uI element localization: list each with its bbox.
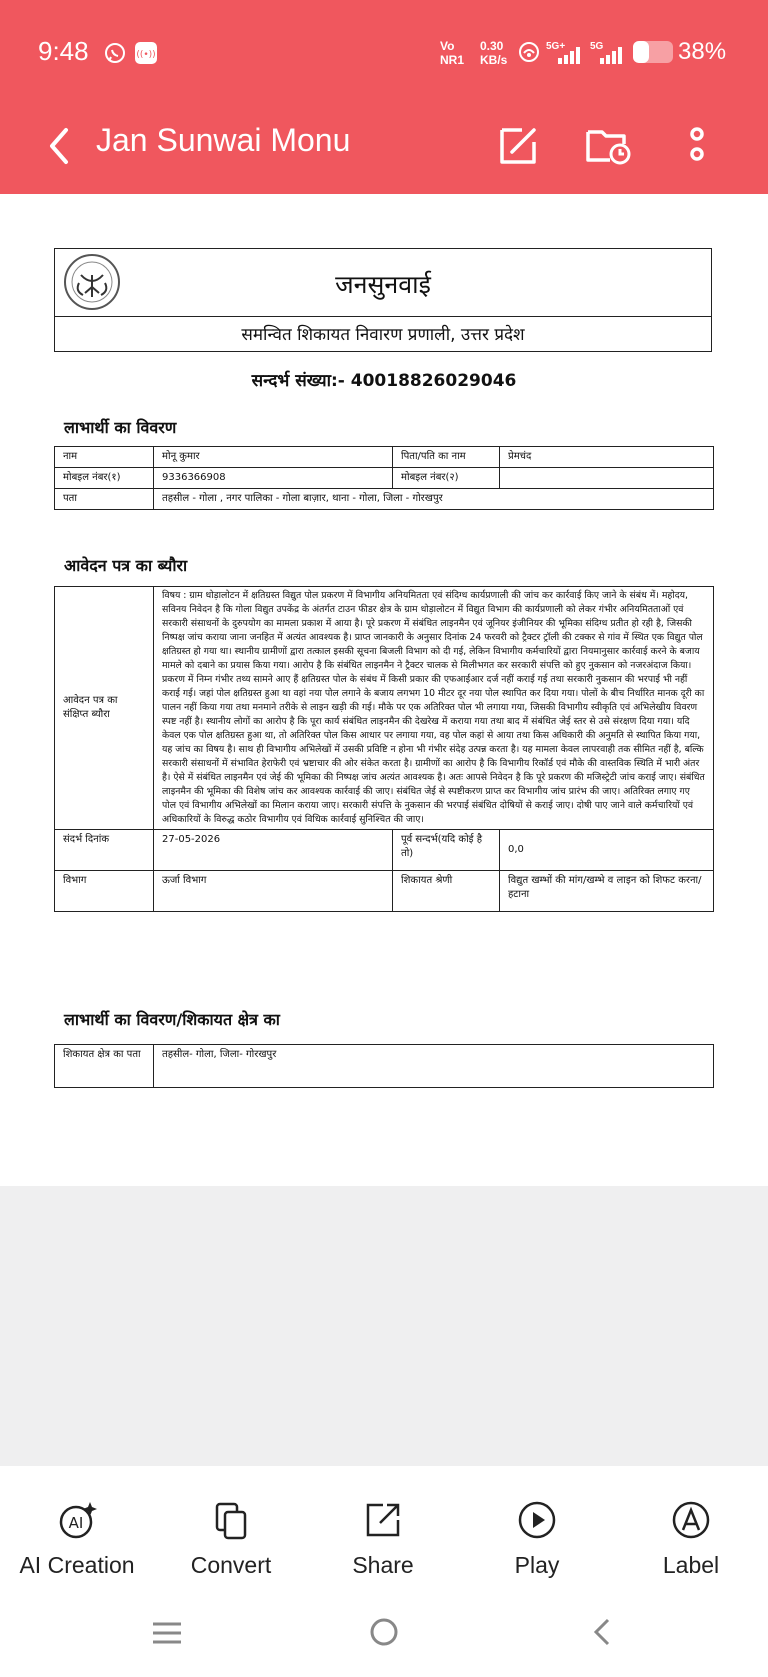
recent-apps-icon[interactable]: [150, 1620, 184, 1646]
mobile1-label: मोबइल नंबर(१): [55, 468, 154, 489]
ai-creation-icon: [57, 1500, 97, 1540]
signal1-label: 5G+: [546, 41, 566, 52]
ai-creation-label: AI Creation: [19, 1552, 135, 1578]
summary-text: विषय : ग्राम धोड़ालोटन में क्षतिग्रस्त विद्युत पोल प्रकरण में विभागीय अनियमितता एवं संदिग्ध कार्यप्रणाली की जांच कर कार्रवाई किए जाने के संबंध में। महोदय, सविनय निवेदन है कि गोला विद्युत उपकेंद्र के अंतर्गत टाउन फीडर क्षेत्र के ग्राम धोड़ालोटन में विद्युत विभाग की कार्यप्रणाली को लेकर गंभीर अनियमितताओं एवं सरकारी संसाधनों के दुरुपयोग का मामला प्रकाश में आया है। पूरे प्रकरण में संबंधित लाइनमैन एवं जूनियर इंजीनियर की भूमिका संदिग्ध प्रतीत हो रही है, जिसकी निष्पक्ष जांच कराया जाना जनहित में अत्यंत आवश्यक है। प्राप्त जानकारी के अनुसार दिनांक 24 फरवरी को ट्रैक्टर ट्रॉली की टक्कर से गांव में स्थित एक विद्युत पोल क्षतिग्रस्त हो गया था। स्थानीय ग्रामीणों द्वारा तत्काल इसकी सूचना बिजली विभाग को दी गई, लेकिन विभागीय कर्मचारियों द्वारा नियमानुसार कार्रवाई करने के बजाय मामले को दबाने का प्रयास किया गया। आरोप है कि संबंधित लाइनमैन ने ट्रैक्टर चालक से मिलीभगत कर सरकारी संपत्ति को हुए नुकसान को नजरअंदाज किया। प्रकरण में निम्न गंभीर तथ्य सामने आए हैं क्षतिग्रस्त पोल के संबंध में किसी प्रकार की एफआईआर दर्ज नहीं कराई गई तथा सरकारी नुकसान की भरपाई भी नहीं कराई गई। जहां पोल क्षतिग्रस्त हुआ था वहां नया पोल लगाने के बजाय लगभग 10 मीटर दूर नया पोल स्थापित कर दिया गया। पोलों के बीच निर्धारित मानक दूरी का पालन नहीं किया गया तथा मनमाने तरीके से लाइन खड़ी की गई। मौके पर एक अतिरिक्त पोल भी लगाया गया, जिसकी विभागीय स्वीकृति एवं अभिलेखीय विवरण स्पष्ट नहीं है। स्थानीय लोगों का आरोप है कि पूरा कार्य संबंधित लाइनमैन की देखरेख में कराया गया तथा बाद में संबंधित जेई स्तर से उसे संरक्षण दिया गया। यदि केवल एक पोल क्षतिग्रस्त हुआ था, तो अतिरिक्त पोल किस आधार पर लगाया गया, वह पोल कहां से आया तथा किस अधिकारी की अनुमति से स्थापित किया गया, यह जांच का विषय है। साथ ही विभागीय अभिलेखों में उसकी प्रविष्टि न होना भी गंभीर संदेह उत्पन्न करता है। यह मामला केवल लापरवाही तक सीमित नहीं है, बल्कि सरकारी संसाधनों में संभावित हेराफेरी एवं भ्रष्टाचार की ओर संकेत करता है। ग्रामीणों का आरोप है कि विभागीय रिकॉर्ड एवं मौके की वास्तविक स्थिति में भारी अंतर है। ऐसे में संबंधित लाइनमैन एवं जेई की भूमिका की निष्पक्ष जांच अत्यंत आवश्यक है। अतः आपसे निवेदन है कि पूरे प्रकरण की मजिस्ट्रेटी जांच कराई जाए। संबंधित लाइनमैन की भूमिका की विशेष जांच कर आवश्यक कार्रवाई की जाए। संबंधित जेई से स्पष्टीकरण प्राप्त कर विभागीय जांच प्रारंभ की जाए। अतिरिक्त लगाए गए पोल एवं विभागीय अभिलेखों का मिलान कराया जाए। सरकारी संपत्ति के नुकसान की भरपाई संबंधित दोषियों से कराई जाए। दोषी पाए जाने वाले कर्मचारियों एवं अधिकारियों के विरुद्ध कठोर विभागीय एवं विधिक कार्रवाई सुनिश्चित की जाए।: [154, 587, 714, 830]
document-subtitle: समन्वित शिकायत निवारण प्रणाली, उत्तर प्रदेश: [241, 325, 525, 345]
mobile1-value: 9336366908: [154, 468, 393, 489]
back-button[interactable]: [44, 122, 74, 170]
area-table: [54, 1044, 714, 1088]
ai-creation-button[interactable]: [2, 1478, 152, 1598]
back-nav-icon[interactable]: [590, 1616, 614, 1648]
app-title: Jan Sunwai Monu: [96, 122, 351, 158]
ref-date-value: 27-05-2026: [154, 830, 393, 871]
department-value: ऊर्जा विभाग: [154, 871, 393, 912]
share-icon: [363, 1500, 403, 1540]
area-address-label: शिकायत क्षेत्र का पता: [55, 1045, 154, 1088]
table-row: [55, 468, 714, 489]
name-label: नाम: [55, 447, 154, 468]
prev-ref-label: पूर्व सन्दर्भ(यदि कोई है तो): [393, 830, 500, 871]
department-label: विभाग: [55, 871, 154, 912]
network-label-bottom: NR1: [440, 53, 465, 67]
document-page: [0, 194, 768, 1186]
wifi-icon: [518, 41, 540, 63]
category-value: विद्युत खम्भों की मांग/खम्भे व लाइन को शिफट करना/हटाना: [500, 871, 714, 912]
area-heading: लाभार्थी का विवरण/शिकायत क्षेत्र का: [64, 1010, 280, 1029]
prev-ref-value: 0,0: [500, 830, 714, 871]
table-row: [55, 830, 714, 871]
document-title: जनसुनवाई: [335, 270, 431, 299]
edit-button[interactable]: [496, 120, 540, 168]
convert-icon: [211, 1500, 251, 1540]
address-label: पता: [55, 489, 154, 510]
speed-bottom: KB/s: [480, 53, 508, 67]
convert-button[interactable]: [156, 1478, 306, 1598]
hotspot-icon: [134, 41, 158, 65]
signal-bars-icon-2: [598, 46, 624, 64]
play-icon: [517, 1500, 557, 1540]
battery-icon: [632, 40, 674, 64]
share-label: Share: [352, 1552, 414, 1578]
speed-top: 0.30: [480, 39, 504, 53]
signal2-label: 5G: [590, 41, 604, 52]
label-icon: [671, 1500, 711, 1540]
table-row: [55, 1045, 714, 1088]
beneficiary-table: [54, 446, 714, 510]
mobile2-label: मोबइल नंबर(२): [393, 468, 500, 489]
app-bar: [0, 100, 768, 194]
reference-number: सन्दर्भ संख्या:- 40018826029046: [251, 371, 517, 391]
table-row: [55, 447, 714, 468]
name-value: मोनू कुमार: [154, 447, 393, 468]
status-bar: [0, 0, 768, 100]
table-row: [55, 587, 714, 830]
summary-label: आवेदन पत्र का संक्षिप्त ब्यौरा: [55, 587, 154, 830]
mobile2-value: [500, 468, 714, 489]
empty-canvas-area: [0, 1186, 768, 1466]
share-button[interactable]: [308, 1478, 458, 1598]
category-label: शिकायत श्रेणी: [393, 871, 500, 912]
folder-history-button[interactable]: [584, 120, 634, 168]
table-row: [55, 871, 714, 912]
ref-date-label: संदर्भ दिनांक: [55, 830, 154, 871]
father-name-label: पिता/पति का नाम: [393, 447, 500, 468]
signal-bars-icon: [556, 46, 582, 64]
label-label: Label: [662, 1552, 720, 1578]
svg-text:((•)): ((•)): [136, 50, 156, 60]
battery-percentage: 38%: [678, 38, 727, 65]
bottom-toolbar: [0, 1466, 768, 1677]
application-table: [54, 586, 714, 912]
area-address-value: तहसील- गोला, जिला- गोरखपुर: [154, 1045, 714, 1088]
play-label: Play: [514, 1552, 560, 1578]
table-row: [55, 489, 714, 510]
address-value: तहसील - गोला , नगर पालिका - गोला बाज़ार, थाना - गोला, जिला - गोरखपुर: [154, 489, 714, 510]
status-time: 9:48: [38, 36, 89, 66]
document-header: [54, 248, 712, 352]
label-button[interactable]: [616, 1478, 766, 1598]
network-label-top: Vo: [440, 39, 455, 53]
more-options-button[interactable]: [680, 120, 714, 168]
whatsapp-icon: [104, 42, 126, 64]
play-button[interactable]: [462, 1478, 612, 1598]
convert-label: Convert: [190, 1552, 272, 1578]
father-name-value: प्रेमचंद: [500, 447, 714, 468]
svg-text:AI: AI: [68, 1514, 84, 1532]
home-icon[interactable]: [368, 1616, 400, 1648]
beneficiary-heading: लाभार्थी का विवरण: [64, 418, 177, 437]
application-heading: आवेदन पत्र का ब्यौरा: [64, 556, 188, 575]
